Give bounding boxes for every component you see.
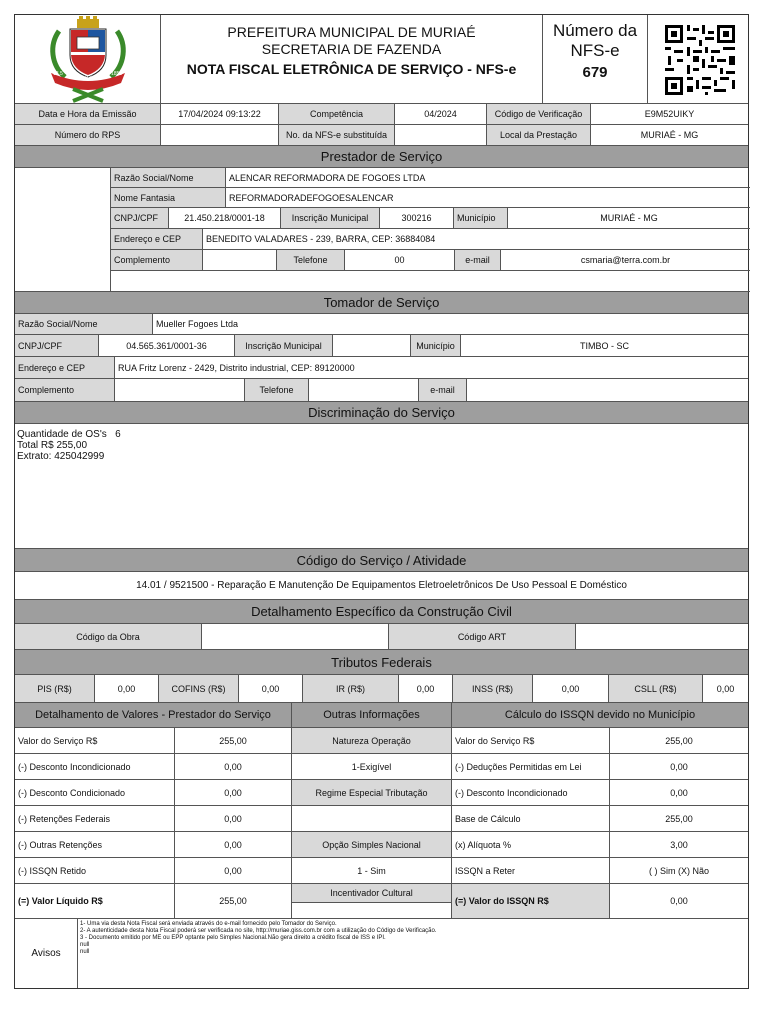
valores-title-row — [15, 703, 748, 728]
valor-left-value: 255,00 — [175, 728, 292, 753]
incentivador-label: Incentivador Cultural — [292, 884, 451, 903]
valores-row — [15, 832, 748, 858]
brasao-left-text: 18.5 — [53, 71, 63, 77]
brasao-logo — [15, 15, 161, 104]
valor-right-value: 3,00 — [670, 839, 688, 850]
prestador-fantasia-label: Nome Fantasia — [111, 188, 226, 207]
inss-label: INSS (R$) — [453, 675, 533, 702]
valor-left-label: (-) Desconto Incondicionado — [15, 754, 175, 779]
competencia-label: Competência — [279, 104, 395, 124]
prestador-complemento-label: Complemento — [111, 250, 203, 270]
prestador-email: csmaria@terra.com.br — [580, 255, 671, 265]
valor-left-label: (-) Outras Retenções — [15, 832, 175, 857]
substituida-label: No. da NFS-e substituída — [279, 125, 395, 145]
valor-mid: Natureza Operação — [292, 728, 452, 753]
verificacao-label: Código de Verificação — [487, 104, 591, 124]
tomador-cnpj-label: CNPJ/CPF — [15, 335, 99, 356]
tomador-razao-label: Razão Social/Nome — [15, 314, 153, 334]
discriminacao-line2: Total R$ 255,00 — [17, 440, 88, 451]
discriminacao-body — [15, 424, 748, 549]
prestador-complemento — [203, 250, 277, 270]
tomador-cnpj: 04.565.361/0001-36 — [99, 335, 235, 356]
header-line2: SECRETARIA DE FAZENDA — [261, 41, 442, 57]
info-row-1 — [15, 104, 748, 125]
discriminacao-title: Discriminação do Serviço — [15, 402, 748, 424]
tomador-cnpj-row — [15, 335, 748, 357]
header-line3: NOTA FISCAL ELETRÔNICA DE SERVIÇO - NFS-e — [186, 61, 517, 77]
cofins-value: 0,00 — [239, 675, 303, 702]
tomador-complemento — [115, 379, 245, 401]
incentivador-value — [292, 903, 451, 918]
tomador-municipio-label: Município — [411, 335, 461, 356]
valor-mid: 1-Exigível — [292, 754, 452, 779]
valores-title-right: Cálculo do ISSQN devido no Município — [504, 709, 696, 721]
prestador-email-label: e-mail — [455, 250, 501, 270]
prestador-razao-label: Razão Social/Nome — [111, 168, 226, 187]
valor-left-value: 0,00 — [175, 806, 292, 831]
numero-label-2: NFS-e — [570, 41, 620, 60]
discriminacao-line3: Extrato: 425042999 — [17, 451, 105, 462]
prestador-municipio: MURIAÉ - MG — [600, 213, 658, 223]
tomador-email-label: e-mail — [419, 379, 467, 401]
tomador-endereco-label: Endereço e CEP — [15, 357, 115, 378]
avisos-section — [15, 919, 748, 988]
tomador-im — [333, 335, 411, 356]
valores-row — [15, 806, 748, 832]
rps-value — [161, 125, 279, 145]
aviso-line: 3 - Documento emitido por ME ou EPP optante pelo Simples Nacional.Não gera direito a crédito fiscal de ISS e IPI. — [80, 935, 386, 941]
tomador-endereco-row — [15, 357, 748, 379]
tomador-razao: Mueller Fogoes Ltda — [156, 319, 239, 329]
ir-value: 0,00 — [399, 675, 453, 702]
valor-left-label: (-) Retenções Federais — [15, 806, 175, 831]
tomador-telefone — [309, 379, 419, 401]
nfse-document — [14, 14, 749, 989]
valor-mid: 1 - Sim — [292, 858, 452, 883]
valor-left-value: 0,00 — [175, 754, 292, 779]
valor-right-label: Base de Cálculo — [452, 806, 610, 831]
competencia-value: 04/2024 — [395, 104, 487, 124]
brasao-right-text: 1855 — [111, 71, 123, 77]
valores-title-left: Detalhamento de Valores - Prestador do Serviço — [15, 703, 292, 727]
inss-value: 0,00 — [533, 675, 609, 702]
art-value — [576, 624, 748, 649]
prestador-complemento-row — [111, 250, 750, 271]
avisos-text — [78, 919, 748, 988]
tomador-municipio: TIMBO - SC — [580, 340, 629, 351]
aviso-line: null — [80, 949, 90, 955]
valor-left-label: Valor do Serviço R$ — [15, 728, 175, 753]
valor-right-value: ( ) Sim (X) Não — [648, 865, 709, 876]
valor-left-label: (-) Desconto Condicionado — [15, 780, 175, 805]
obra-label: Código da Obra — [15, 624, 202, 649]
construcao-row — [15, 624, 748, 650]
liquido-value: 255,00 — [175, 884, 292, 918]
valor-right-label: (x) Alíquota % — [452, 832, 610, 857]
cofins-label: COFINS (R$) — [159, 675, 239, 702]
valor-left-value: 0,00 — [175, 780, 292, 805]
tomador-complemento-row — [15, 379, 748, 402]
valor-right-value: 255,00 — [665, 813, 693, 824]
issqn-label: (=) Valor do ISSQN R$ — [452, 884, 610, 918]
prestador-razao-row — [111, 168, 750, 188]
liquido-label: (=) Valor Líquido R$ — [15, 884, 175, 918]
valor-mid — [292, 806, 452, 831]
prestador-cnpj: 21.450.218/0001-18 — [169, 208, 281, 228]
prestador-blank-row — [111, 271, 750, 292]
tributos-row — [15, 675, 748, 703]
prestador-telefone-label: Telefone — [277, 250, 345, 270]
valor-right-value: 255,00 — [665, 735, 693, 746]
prestador-telefone: 00 — [345, 250, 455, 270]
prestador-endereco: BENEDITO VALADARES - 239, BARRA, CEP: 36884084 — [206, 234, 436, 244]
codigo-servico-title: Código do Serviço / Atividade — [15, 549, 748, 572]
rps-label: Número do RPS — [15, 125, 161, 145]
aviso-line: 2- A autenticidade desta Nota Fiscal poderá ser verificada no site, http://muriae.giss.com.br com a utilização do Código de Verificação. — [80, 928, 437, 934]
valores-row — [15, 780, 748, 806]
valor-right-value: 0,00 — [670, 787, 688, 798]
valores-row — [15, 754, 748, 780]
prestador-cnpj-row — [111, 208, 750, 229]
valores-row — [15, 858, 748, 884]
liquido-row — [15, 884, 748, 919]
qr-code-icon — [648, 15, 748, 104]
prestador-fantasia-row — [111, 188, 750, 208]
valores-rows — [15, 728, 748, 884]
valor-left-label: (-) ISSQN Retido — [15, 858, 175, 883]
valor-left-value: 0,00 — [175, 832, 292, 857]
issqn-value: 0,00 — [670, 896, 688, 906]
valor-mid: Opção Simples Nacional — [292, 832, 452, 857]
prestador-endereco-label: Endereço e CEP — [111, 229, 203, 249]
valor-right-label: Valor do Serviço R$ — [452, 728, 610, 753]
incentivador-cell — [292, 884, 452, 918]
header-line1: PREFEITURA MUNICIPAL DE MURIAÉ — [227, 24, 476, 40]
valor-right-value: 0,00 — [670, 761, 688, 772]
prestador-im: 300216 — [380, 208, 454, 228]
valores-row — [15, 728, 748, 754]
brasao-ribbon-text: MURIAÉ — [77, 76, 101, 82]
tomador-title: Tomador de Serviço — [15, 292, 748, 314]
tomador-razao-row — [15, 314, 748, 335]
valor-right-label: (-) Desconto Incondicionado — [452, 780, 610, 805]
tomador-email — [467, 379, 748, 401]
aviso-line: null — [80, 942, 90, 948]
prestador-endereco-row — [111, 229, 750, 250]
numero-value: 679 — [582, 64, 608, 81]
aviso-line: 1- Uma via desta Nota Fiscal será enviada através do e-mail fornecido pelo Tomador do Serviço. — [80, 921, 337, 927]
prestador-im-label: Inscrição Municipal — [281, 208, 380, 228]
ir-label: IR (R$) — [303, 675, 399, 702]
numero-box — [543, 15, 648, 104]
tomador-complemento-label: Complemento — [15, 379, 115, 401]
discriminacao-line1: Quantidade de OS's 6 — [17, 429, 121, 440]
prestador-title: Prestador de Serviço — [15, 146, 748, 168]
emissao-value: 17/04/2024 09:13:22 — [161, 104, 279, 124]
pis-value: 0,00 — [95, 675, 159, 702]
prestador-cnpj-label: CNPJ/CPF — [111, 208, 169, 228]
local-value: MURIAÉ - MG — [640, 130, 699, 140]
prestador-municipio-label: Município — [454, 208, 508, 228]
verificacao-value: E9M52UIKY — [644, 109, 695, 119]
csll-value: 0,00 — [716, 683, 735, 694]
valor-right-label: ISSQN a Reter — [452, 858, 610, 883]
art-label: Código ART — [389, 624, 576, 649]
qr-code — [648, 15, 748, 104]
header-titles — [161, 15, 543, 104]
valor-mid: Regime Especial Tributação — [292, 780, 452, 805]
csll-label: CSLL (R$) — [609, 675, 703, 702]
numero-label-1: Número da — [552, 21, 638, 40]
prestador-logo-area — [15, 168, 111, 292]
construcao-title: Detalhamento Específico da Construção Civil — [15, 600, 748, 624]
local-label: Local da Prestação — [487, 125, 591, 145]
header — [15, 15, 748, 104]
valores-title-mid: Outras Informações — [292, 703, 452, 727]
tomador-im-label: Inscrição Municipal — [235, 335, 333, 356]
emissao-label: Data e Hora da Emissão — [15, 104, 161, 124]
obra-value — [202, 624, 389, 649]
pis-label: PIS (R$) — [15, 675, 95, 702]
tomador-telefone-label: Telefone — [245, 379, 309, 401]
codigo-servico-text: 14.01 / 9521500 - Reparação E Manutenção De Equipamentos Eletroeletrônicos De Uso Pessoal E Doméstico — [15, 572, 748, 600]
tomador-endereco: RUA Fritz Lorenz - 2429, Distrito industrial, CEP: 89120000 — [118, 362, 355, 373]
tributos-title: Tributos Federais — [15, 650, 748, 675]
coat-of-arms-icon — [15, 15, 161, 104]
substituida-value — [395, 125, 487, 145]
prestador-razao: ALENCAR REFORMADORA DE FOGOES LTDA — [229, 172, 426, 183]
valor-left-value: 0,00 — [175, 858, 292, 883]
avisos-label: Avisos — [15, 919, 78, 988]
prestador-grid — [111, 168, 750, 292]
info-row-2 — [15, 125, 748, 146]
valor-right-label: (-) Deduções Permitidas em Lei — [452, 754, 610, 779]
prestador-fantasia: REFORMADORADEFOGOESALENCAR — [229, 192, 394, 203]
